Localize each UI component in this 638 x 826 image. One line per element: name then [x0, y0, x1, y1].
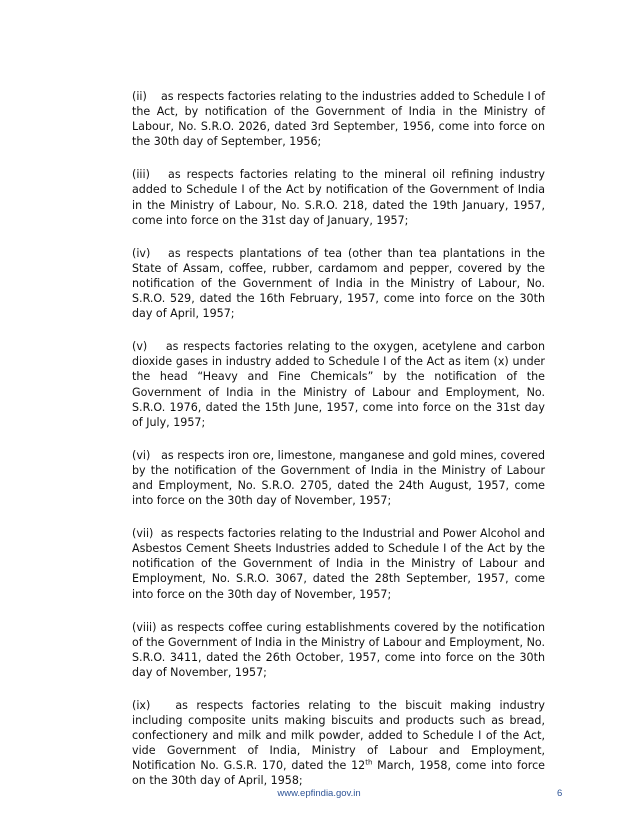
paragraph-v: (v) as respects factories relating to the oxygen, acetylene and carbon dioxide gases in industry added to Schedule I of the Act as item (x) under the head “Heavy and Fine Chemicals” by the notification of the Government of India in the Ministry of Labour and Employment, No. S.R.O. 1976, dated the 15th June, 1957, come into force on the 31st day of July, 1957; [132, 340, 545, 429]
paragraph-vi: (vi) as respects iron ore, limestone, manganese and gold mines, covered by the notification of the Government of India in the Ministry of Labour and Employment, No. S.R.O. 2705, dated the 24th August, 1957, come into force on the 30th day of November, 1957; [132, 448, 545, 508]
paragraph-viii: (viii) as respects coffee curing establishments covered by the notification of the Government of India in the Ministry of Labour and Employment, No. S.R.O. 3411, dated the 26th October, 1957, come into force on the 30th day of November, 1957; [132, 620, 545, 679]
paragraph-ix-text-end: March, 1958, come into force on the 30th day of April, 1958; [132, 759, 545, 788]
superscript-th: th [365, 758, 373, 767]
paragraph-ix-text-start: (ix) as respects factories relating to the biscuit making industry including composite units making biscuits and products such as bread, confectionery and milk and milk powder, added to Schedule I of the Act, vide Government of India, Ministry of Labour and Employment, Notification No. G.S.R. 170, dated the 12 [132, 699, 545, 773]
paragraph-iii: (iii) as respects factories relating to the mineral oil refining industry added to Schedule I of the Act by notification of the Government of India in the Ministry of Labour, No. S.R.O. 218, dated the 19th January, 1957, come into force on the 31st day of January, 1957; [132, 168, 545, 227]
footer-website-link[interactable]: www.epfindia.gov.in [277, 788, 361, 799]
paragraph-iv: (iv) as respects plantations of tea (other than tea plantations in the State of Assam, coffee, rubber, cardamom and pepper, covered by the notification of the Government of India in the Ministry of Labour, No. S.R.O. 529, dated the 16th February, 1957, come into force on the 30th day of April, 1957; [132, 246, 545, 321]
paragraph-ix [132, 698, 545, 789]
paragraph-ii: (ii) as respects factories relating to the industries added to Schedule I of the Act, by notification of the Government of India in the Ministry of Labour, No. S.R.O. 2026, dated 3rd September, 1956, come into force on the 30th day of September, 1956; [132, 90, 545, 149]
page-number: 6 [557, 788, 563, 799]
document-body [132, 89, 545, 807]
paragraph-vii: (vii) as respects factories relating to the Industrial and Power Alcohol and Asbestos Cement Sheets Industries added to Schedule I of the Act by the notification of the Government of India in the Ministry of Labour and Employment, No. S.R.O. 3067, dated the 28th September, 1957, come into force on the 30th day of November, 1957; [132, 527, 545, 601]
